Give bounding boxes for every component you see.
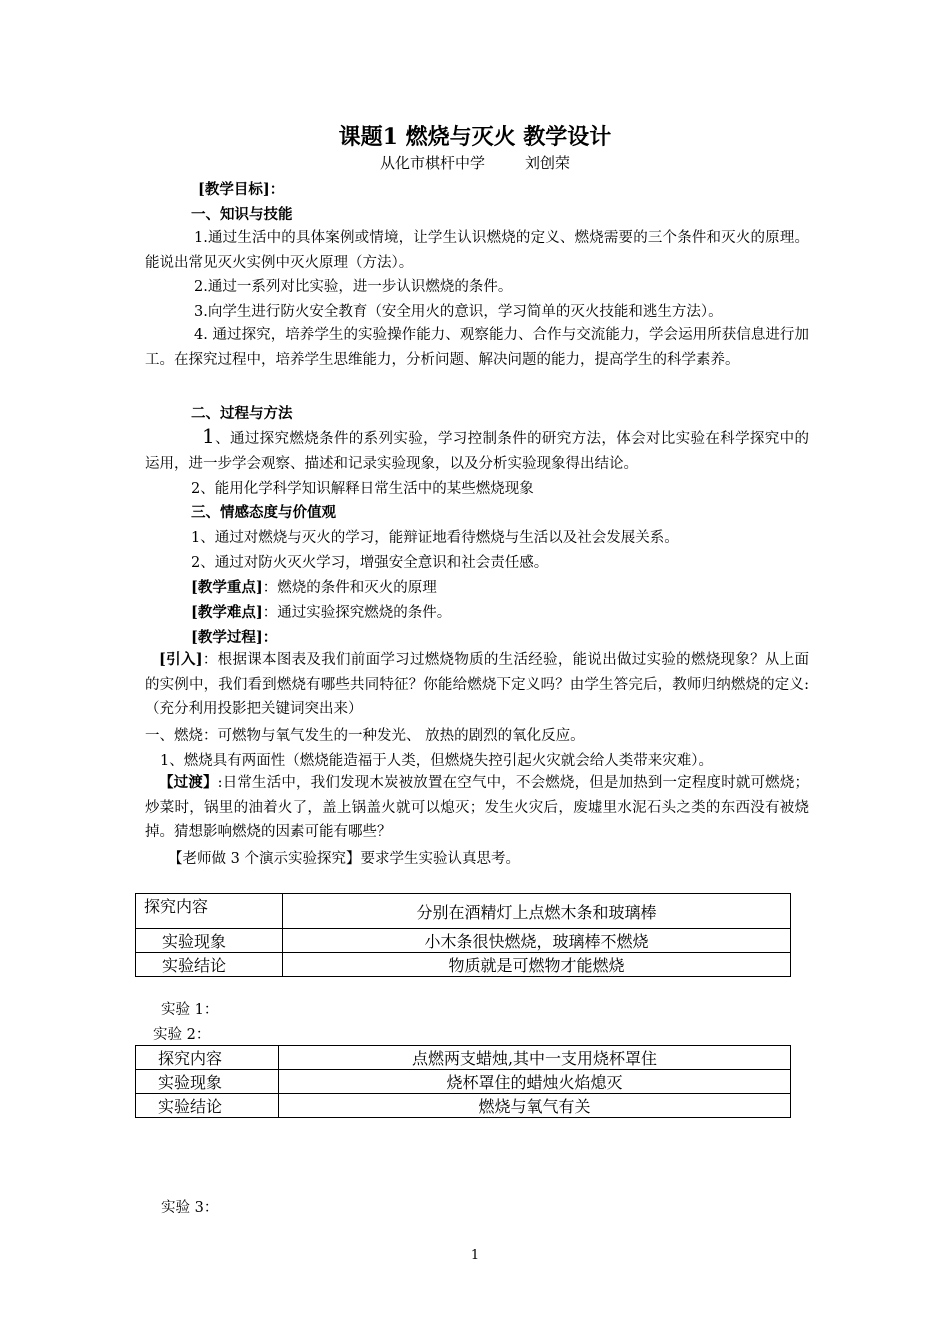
table-cell-label: 实验现象 bbox=[136, 1070, 279, 1094]
school-name: 从化市棋杆中学 bbox=[379, 154, 485, 172]
knowledge-item-1: 1.通过生活中的具体案例或情境，让学生认识燃烧的定义、燃烧需要的三个条件和灭火的原理。能说出常见灭火实例中灭火原理（方法）。 bbox=[145, 230, 809, 271]
table-cell-value: 燃烧与氧气有关 bbox=[279, 1094, 791, 1118]
table-cell-value: 物质就是可燃物才能燃烧 bbox=[283, 953, 791, 977]
transition-paragraph bbox=[145, 771, 809, 845]
process-item-1-number: 1 bbox=[202, 424, 215, 448]
experiment-1-table bbox=[135, 893, 791, 977]
knowledge-item-2: 2.通过一系列对比实验，进一步认识燃烧的条件。 bbox=[194, 279, 513, 295]
values-item-2: 2、通过对防火灭火学习，增强安全意识和社会责任感。 bbox=[191, 555, 549, 571]
process-item-1-text: 、通过探究燃烧条件的系列实验，学习控制条件的研究方法，体会对比实验在科学探究中的运用，进一步学会观察、描述和记录实验现象，以及分析实验现象得出结论。 bbox=[145, 431, 809, 472]
page-number: 1 bbox=[470, 1248, 480, 1263]
table-cell-label: 实验结论 bbox=[136, 1094, 279, 1118]
teaching-focus-text: ：燃烧的条件和灭火的原理 bbox=[262, 580, 437, 596]
author-line bbox=[0, 152, 950, 173]
intro-paragraph bbox=[145, 648, 809, 722]
section-knowledge-title: 一、知识与技能 bbox=[191, 206, 293, 223]
table-row bbox=[136, 894, 791, 929]
intro-text: ：根据课本图表及我们前面学习过燃烧物质的生活经验，能说出做过实验的燃烧现象？从上面的实例中，我们看到燃烧有哪些共同特征？你能给燃烧下定义吗？由学生答完后，教师归纳燃烧的定义:（充分利用投影把关键词突出来） bbox=[145, 652, 809, 717]
document-title: 课题1 燃烧与灭火 教学设计 bbox=[338, 124, 612, 150]
teaching-difficulty-text: ：通过实验探究燃烧的条件。 bbox=[262, 605, 452, 621]
experiment-1-label: 实验 1： bbox=[161, 1002, 219, 1018]
section-process-title: 二、过程与方法 bbox=[191, 405, 293, 422]
table-cell-label: 实验结论 bbox=[136, 953, 283, 977]
process-item-1 bbox=[145, 424, 809, 476]
table-cell-value: 烧杯罩住的蜡烛火焰熄灭 bbox=[279, 1070, 791, 1094]
table-cell-label: 探究内容 bbox=[136, 894, 283, 929]
table-cell-value: 小木条很快燃烧，玻璃棒不燃烧 bbox=[283, 929, 791, 953]
table-cell-label: 实验现象 bbox=[136, 929, 283, 953]
combustion-definition: 一、燃烧：可燃物与氧气发生的一种发光、 放热的剧烈的氧化反应。 bbox=[145, 728, 585, 744]
teaching-focus bbox=[191, 576, 437, 597]
table-row bbox=[136, 929, 791, 953]
teaching-focus-label: [教学重点] bbox=[191, 579, 263, 596]
teaching-goals-header: [教学目标]： bbox=[198, 181, 285, 198]
teaching-difficulty-label: [教学难点] bbox=[191, 604, 263, 621]
author-name: 刘创荣 bbox=[525, 154, 571, 172]
table-cell-value: 点燃两支蜡烛,其中一支用烧杯罩住 bbox=[279, 1046, 791, 1070]
section-values-title: 三、情感态度与价值观 bbox=[191, 504, 336, 521]
experiment-2-label: 实验 2： bbox=[153, 1027, 211, 1043]
knowledge-item-3: 3.向学生进行防火安全教育（安全用火的意识，学习简单的灭火技能和逃生方法）。 bbox=[194, 304, 723, 320]
transition-label: 【过渡】 bbox=[159, 774, 218, 791]
demo-experiments-note: 【老师做 3 个演示实验探究】要求学生实验认真思考。 bbox=[168, 851, 520, 867]
table-row bbox=[136, 953, 791, 977]
table-row bbox=[136, 1094, 791, 1118]
experiment-3-label: 实验 3： bbox=[161, 1200, 219, 1216]
teaching-difficulty bbox=[191, 601, 451, 622]
intro-label: [引入] bbox=[159, 651, 203, 668]
table-row bbox=[136, 1046, 791, 1070]
process-item-2: 2、能用化学科学知识解释日常生活中的某些燃烧现象 bbox=[191, 481, 534, 497]
values-item-1: 1、通过对燃烧与灭火的学习，能辩证地看待燃烧与生活以及社会发展关系。 bbox=[191, 530, 679, 546]
transition-text: :日常生活中，我们发现木炭被放置在空气中，不会燃烧，但是加热到一定程度时就可燃烧；炒菜时，锅里的油着火了，盖上锅盖火就可以熄灭；发生火灾后，废墟里水泥石头之类的东西没有被烧掉。猜想影响燃烧的因素可能有哪些？ bbox=[145, 775, 810, 840]
combustion-two-sides: 1、燃烧具有两面性（燃烧能造福于人类，但燃烧失控引起火灾就会给人类带来灾难）。 bbox=[160, 753, 713, 769]
table-row bbox=[136, 1070, 791, 1094]
table-cell-value: 分别在酒精灯上点燃木条和玻璃棒 bbox=[283, 894, 791, 929]
table-cell-label: 探究内容 bbox=[136, 1046, 279, 1070]
teaching-process-header: [教学过程]： bbox=[191, 629, 278, 646]
knowledge-item-4: 4. 通过探究，培养学生的实验操作能力、观察能力、合作与交流能力，学会运用所获信息进行加工。在探究过程中，培养学生思维能力，分析问题、解决问题的能力，提高学生的科学素养。 bbox=[145, 327, 809, 368]
experiment-2-table bbox=[135, 1045, 791, 1118]
